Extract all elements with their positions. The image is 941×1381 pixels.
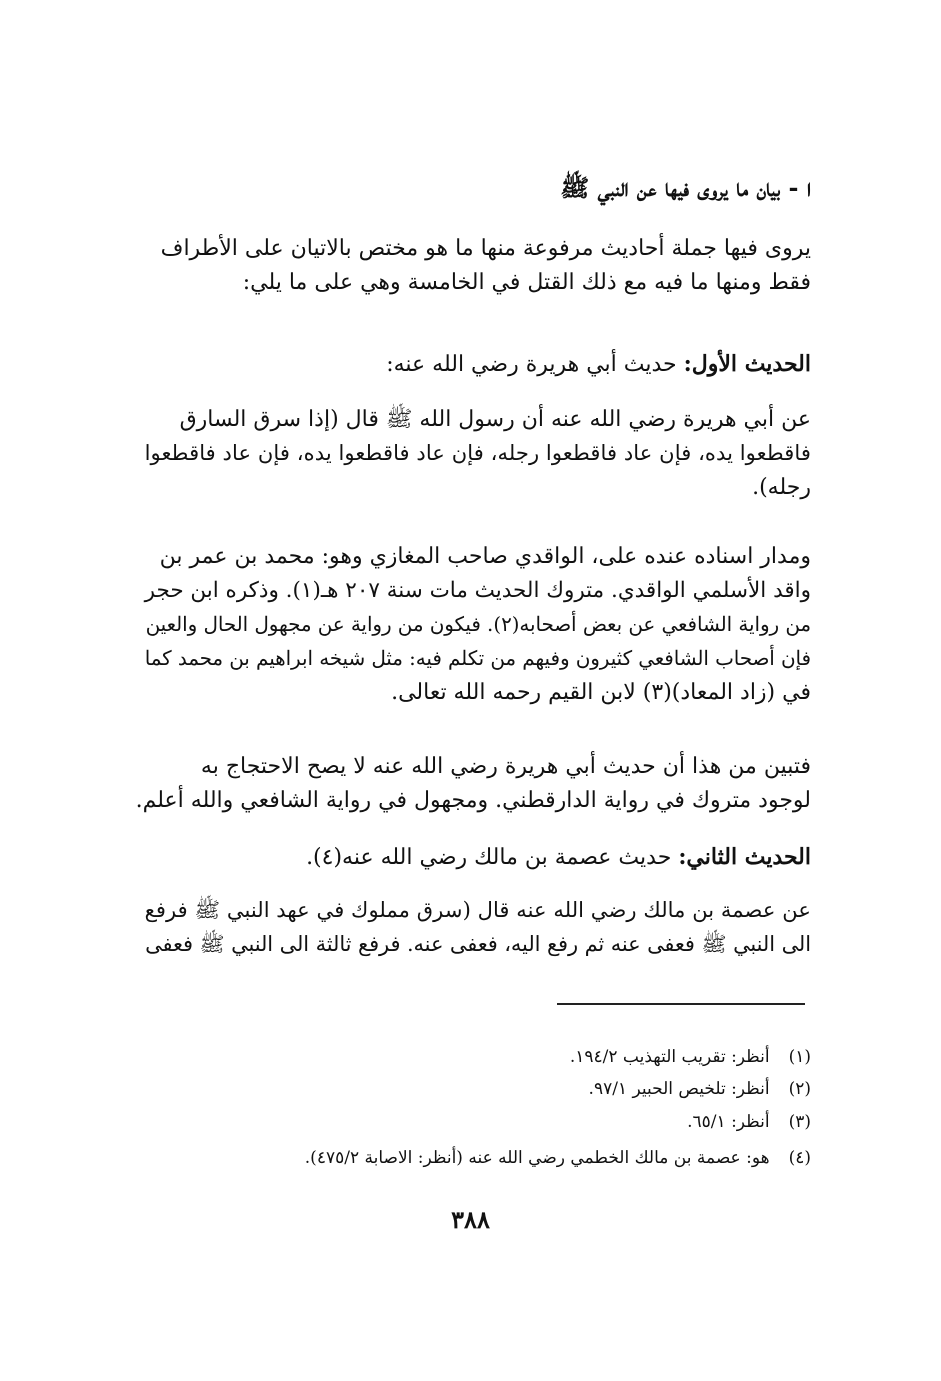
footnote-number: (٤) [788, 1148, 811, 1168]
conclusion-line: فتبين من هذا أن حديث أبي هريرة رضي الله عنه لا يصح الاحتجاج به [200, 754, 811, 779]
hadith1-heading [131, 347, 811, 382]
hadith2-line: الى النبي ﷺ فعفى عنه ثم رفع اليه، فعفى عنه. فرفع ثالثة الى النبي ﷺ فعفى [145, 932, 811, 956]
footnote-4 [305, 1143, 811, 1173]
footnote-2 [589, 1074, 811, 1104]
hadith1-line: رجله). [752, 475, 811, 500]
hadith2-heading [131, 840, 811, 875]
intro-line: فقط ومنها ما فيه مع ذلك القتل في الخامسة وهي على ما يلي: [242, 270, 811, 295]
footnote-text: أنظر: تقريب التهذيب ١٩٤/٢. [569, 1047, 770, 1067]
isnad-line: واقد الأسلمي الواقدي. متروك الحديث مات سنة ٢٠٧ هـ(١). وذكره ابن حجر [144, 578, 811, 603]
conclusion-paragraph [131, 750, 811, 818]
isnad-line: من رواية الشافعي عن بعض أصحابه(٢). فيكون من رواية عن مجهول الحال والعين [145, 613, 811, 636]
hadith2-title: حديث عصمة بن مالك رضي الله عنه(٤). [306, 845, 672, 870]
conclusion-line: لوجود متروك في رواية الدارقطني. ومجهول في رواية الشافعي والله أعلم. [135, 788, 811, 813]
hadith2-label: الحديث الثاني: [678, 844, 811, 870]
isnad-line: فإن أصحاب الشافعي كثيرون وفيهم من تكلم فيه: مثل شيخه ابراهيم بن محمد كما [144, 647, 811, 670]
footnote-3 [687, 1107, 811, 1137]
hadith2-line: عن عصمة بن مالك رضي الله عنه قال (سرق مملوك في عهد النبي ﷺ فرفع [144, 897, 811, 922]
footnote-number: (٢) [788, 1079, 811, 1099]
footnote-number: (٣) [788, 1112, 811, 1132]
intro-paragraph [131, 232, 811, 300]
hadith1-paragraph [131, 403, 811, 505]
isnad-line: ومدار اسناده عنده على، الواقدي صاحب المغازي وهو: محمد بن عمر بن [159, 544, 811, 569]
hadith1-label: الحديث الأول: [683, 351, 811, 377]
isnad-paragraph [131, 540, 811, 710]
hadith1-line: عن أبي هريرة رضي الله عنه أن رسول الله ﷺ قال (إذا سرق السارق [179, 407, 811, 432]
footnote-number: (١) [788, 1047, 811, 1067]
hadith1-line: فاقطعوا يده، فإن عاد فاقطعوا رجله، فإن عاد فاقطعوا يده، فإن عاد فاقطعوا [144, 441, 811, 466]
section-title: ا - بيان ما يروى فيها عن النبي ﷺ [560, 173, 811, 202]
page-number: ٣٨٨ [451, 1205, 490, 1234]
footnote-1 [570, 1042, 811, 1072]
footnote-text: أنظر: ٦٥/١. [687, 1112, 770, 1132]
hadith1-title: حديث أبي هريرة رضي الله عنه: [386, 352, 677, 377]
footnote-separator [557, 1003, 805, 1005]
intro-line: يروى فيها جملة أحاديث مرفوعة منها ما هو مختص بالاتيان على الأطراف [160, 236, 811, 261]
footnote-text: هو: عصمة بن مالك الخطمي رضي الله عنه (أنظر: الاصابة ٤٧٥/٢). [304, 1148, 770, 1168]
isnad-line: في (زاد المعاد)(٣) لابن القيم رحمه الله تعالى. [391, 680, 811, 705]
hadith2-paragraph [131, 893, 811, 961]
footnote-text: أنظر: تلخيص الحبير ٩٧/١. [588, 1079, 770, 1099]
